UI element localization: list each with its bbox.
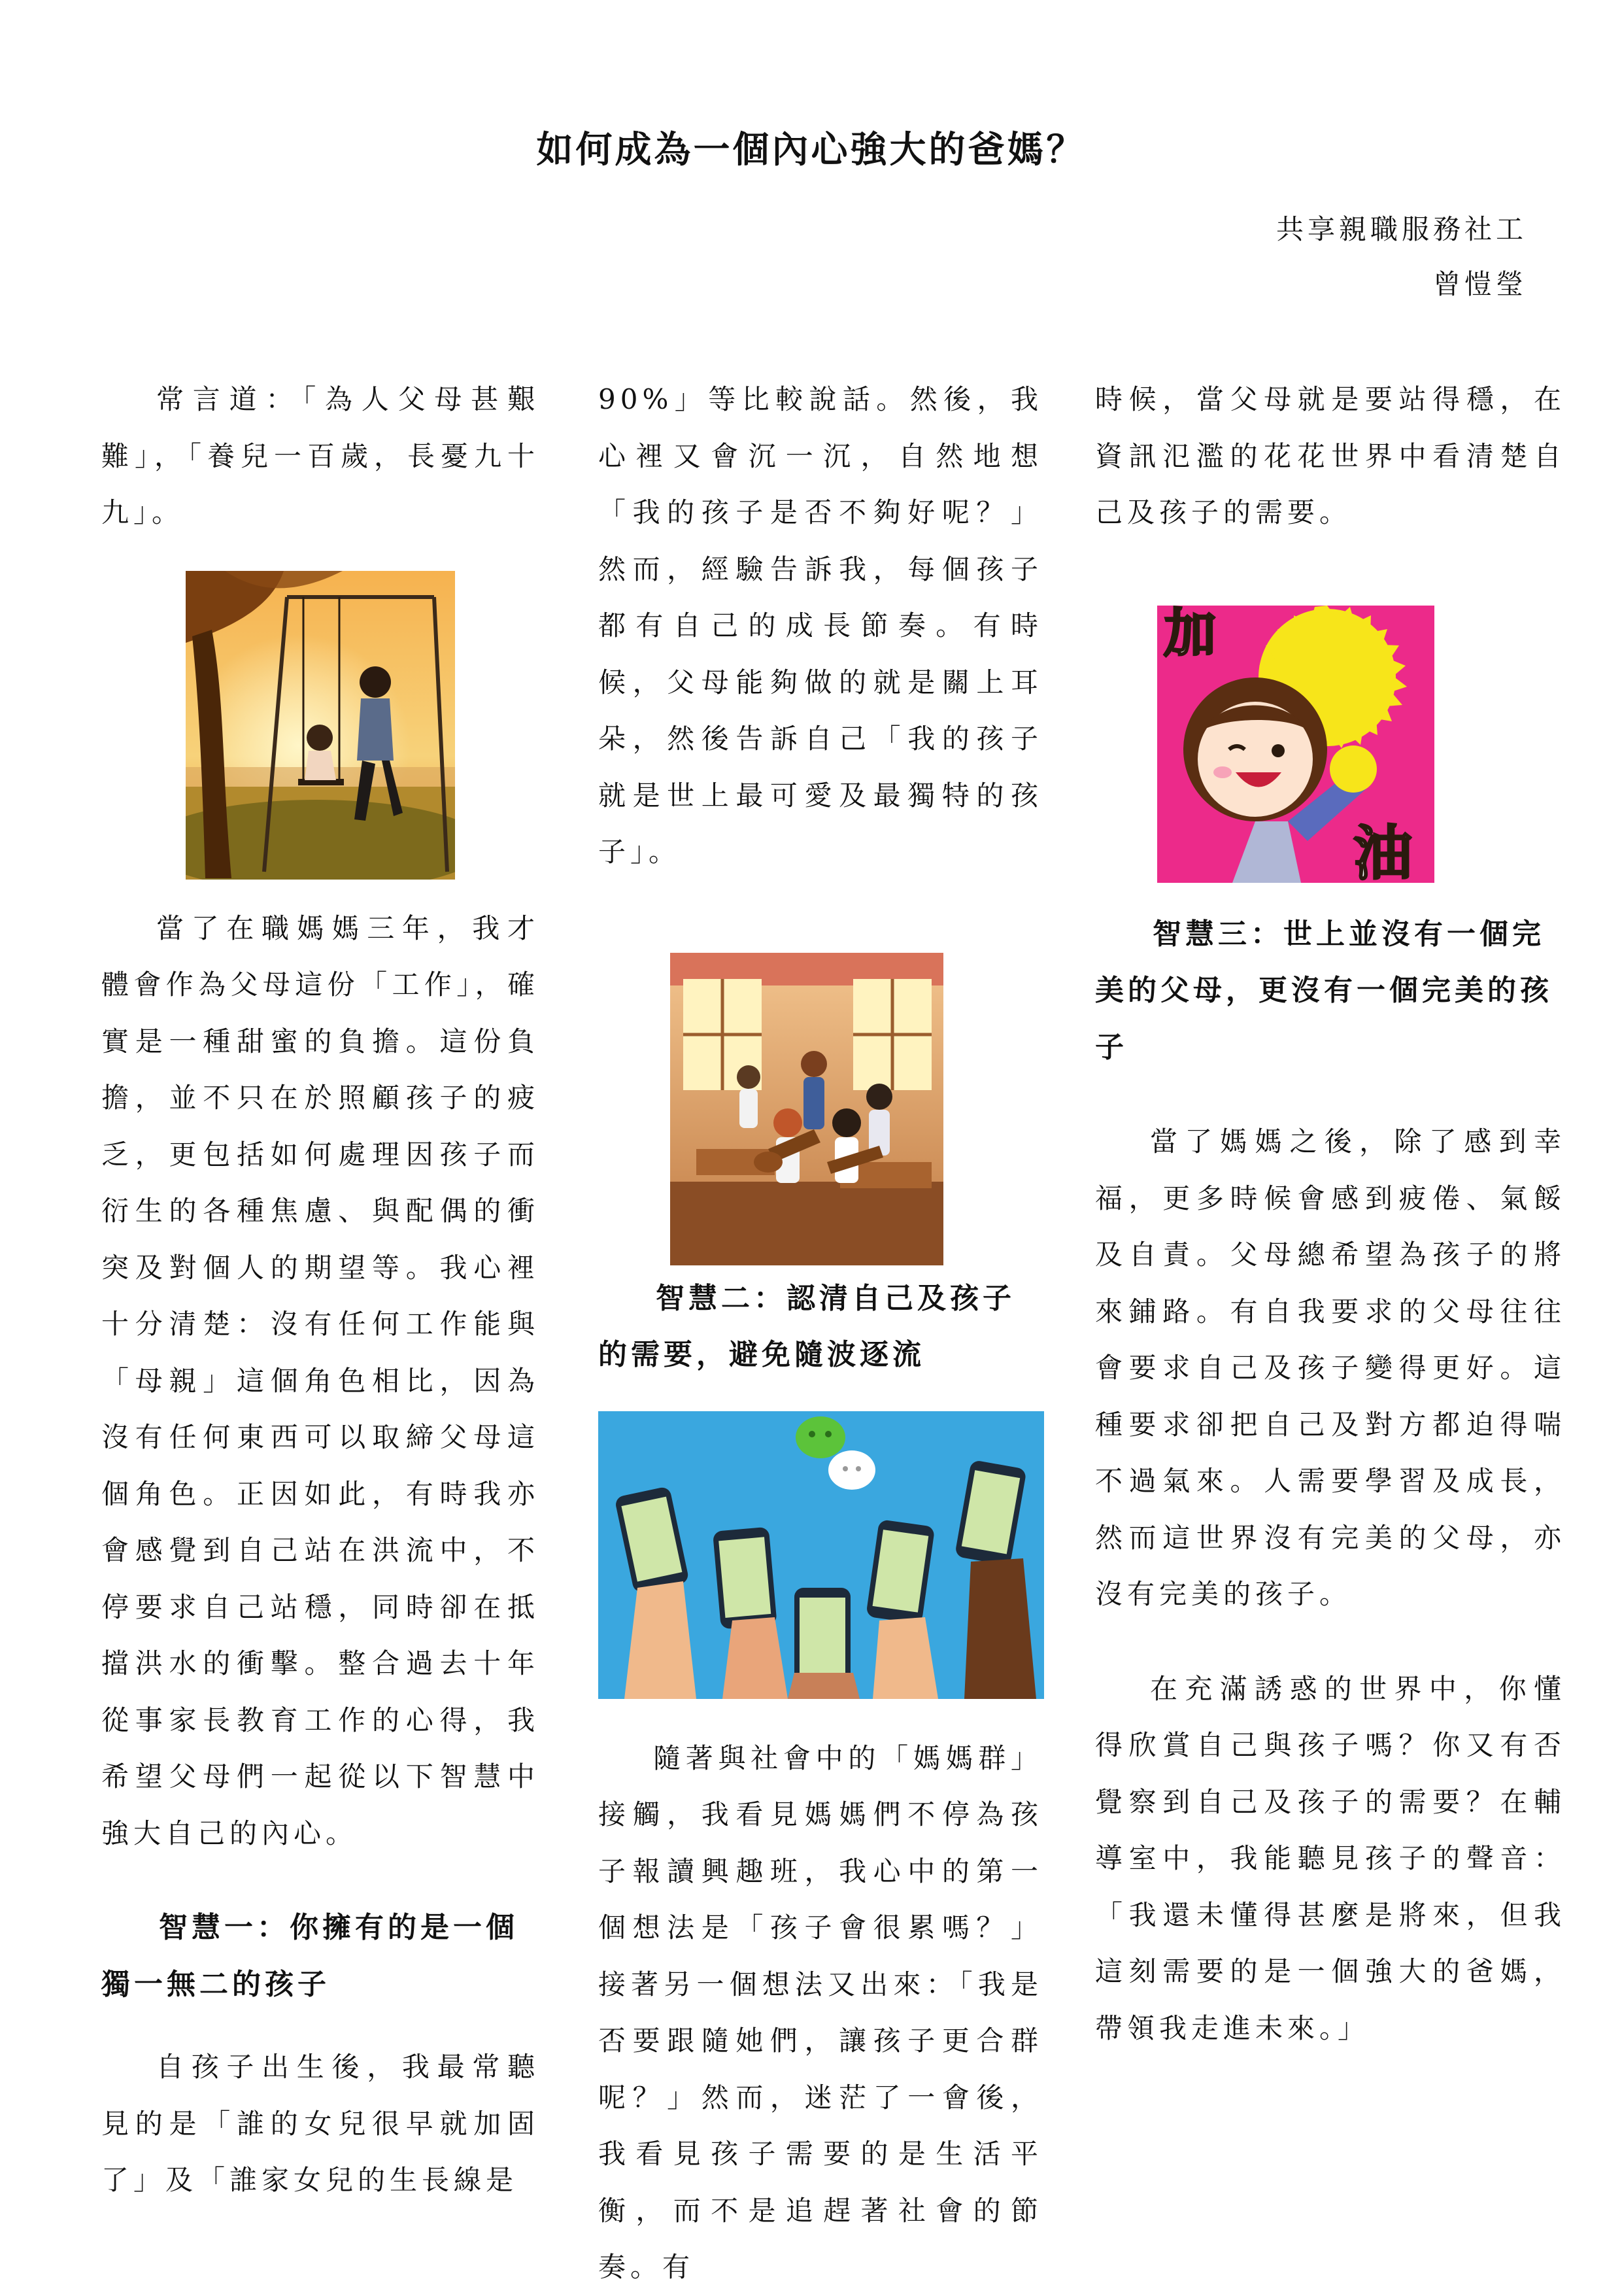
article-title: 如何成為一個內心強大的爸媽？	[536, 128, 1086, 171]
paragraph-working-mother: 當了在職媽媽三年，我才體會作為父母這份「工作」，確實是一種甜蜜的負擔。這份負擔，並不只在於照顧孩子的疲乏，更包括如何處理因孩子而衍生的各種焦慮、與配偶的衝突及對個人的期望等。我心裡十分清楚：沒有任何工作能與「母親」這個角色相比，因為沒有任何東西可以取締父母這個角色。正因如此，有時我亦會感覺到自己站在洪流中，不停要求自己站穩，同時卻在抵擋洪水的衝擊。整合過去十年從事家長教育工作的心得，我希望父母們一起從以下智慧中強大自己的內心。	[101, 912, 539, 1849]
article-column-3	[1095, 371, 1566, 2057]
cheering-girl-sticker	[1157, 606, 1434, 883]
classroom-illustration	[670, 953, 943, 1265]
heading-wisdom-one: 智慧一：你擁有的是一個獨一無二的孩子	[101, 1911, 518, 2001]
article-column-1	[101, 371, 539, 2209]
swing-illustration	[186, 571, 455, 880]
paragraph-comparison: 自孩子出生後，我最常聽見的是「誰的女兒很早就加固了」及「誰家女兒的生長線是	[101, 2051, 539, 2196]
paragraph-opening-proverb: 常言道：「為人父母甚艱難」，「養兒一百歲，長憂九十九」。	[101, 383, 539, 528]
article-column-2	[598, 371, 1043, 2296]
author-organization: 共享親職服務社工	[1276, 213, 1527, 245]
paragraph-closing-reflection: 在充滿誘惑的世界中，你懂得欣賞自己與孩子嗎？你又有否覺察到自己及孩子的需要？在輔導室中，我能聽見孩子的聲音：「我還未懂得甚麼是將來，但我這刻需要的是一個強大的爸媽，帶領我走進未來。」	[1095, 1672, 1566, 2044]
paragraph-no-perfect-parents: 當了媽媽之後，除了感到幸福，更多時候會感到疲倦、氣餒及自責。父母總希望為孩子的將來鋪路。有自我要求的父母往往會要求自己及孩子變得更好。這種要求卻把自己及對方都迫得喘不過氣來。人需要學習及成長，然而這世界沒有完美的父母，亦沒有完美的孩子。	[1095, 1125, 1566, 1610]
sticker-text-add: 加	[1164, 605, 1221, 664]
heading-wisdom-two: 智慧二：認清自己及孩子的需要，避免隨波逐流	[598, 1281, 1015, 1371]
paragraph-own-pace: 90%」等比較說話。然後，我心裡又會沉一沉，自然地想「我的孩子是否不夠好呢？」然而，經驗告訴我，每個孩子都有自己的成長節奏。有時候，父母能夠做的就是關上耳朵，然後告訴自己「我的孩子就是世上最可愛及最獨特的孩子」。	[598, 383, 1043, 868]
paragraph-stand-firm: 時候，當父母就是要站得穩，在資訊氾濫的花花世界中看清楚自己及孩子的需要。	[1095, 383, 1566, 528]
phones-chat-illustration	[598, 1411, 1044, 1699]
paragraph-mothers-group: 隨著與社會中的「媽媽群」接觸，我看見媽媽們不停為孩子報讀興趣班，我心中的第一個想法是「孩子會很累嗎？」接著另一個想法又出來：「我是否要跟隨她們，讓孩子更合群呢？」然而，迷茫了一會後，我看見孩子需要的是生活平衡，而不是追趕著社會的節奏。有	[598, 1741, 1043, 2283]
author-name: 曾愷瑩	[1432, 268, 1527, 300]
heading-wisdom-three: 智慧三：世上並沒有一個完美的父母，更沒有一個完美的孩子	[1095, 917, 1553, 1064]
sticker-text-oil: 油	[1353, 819, 1417, 883]
